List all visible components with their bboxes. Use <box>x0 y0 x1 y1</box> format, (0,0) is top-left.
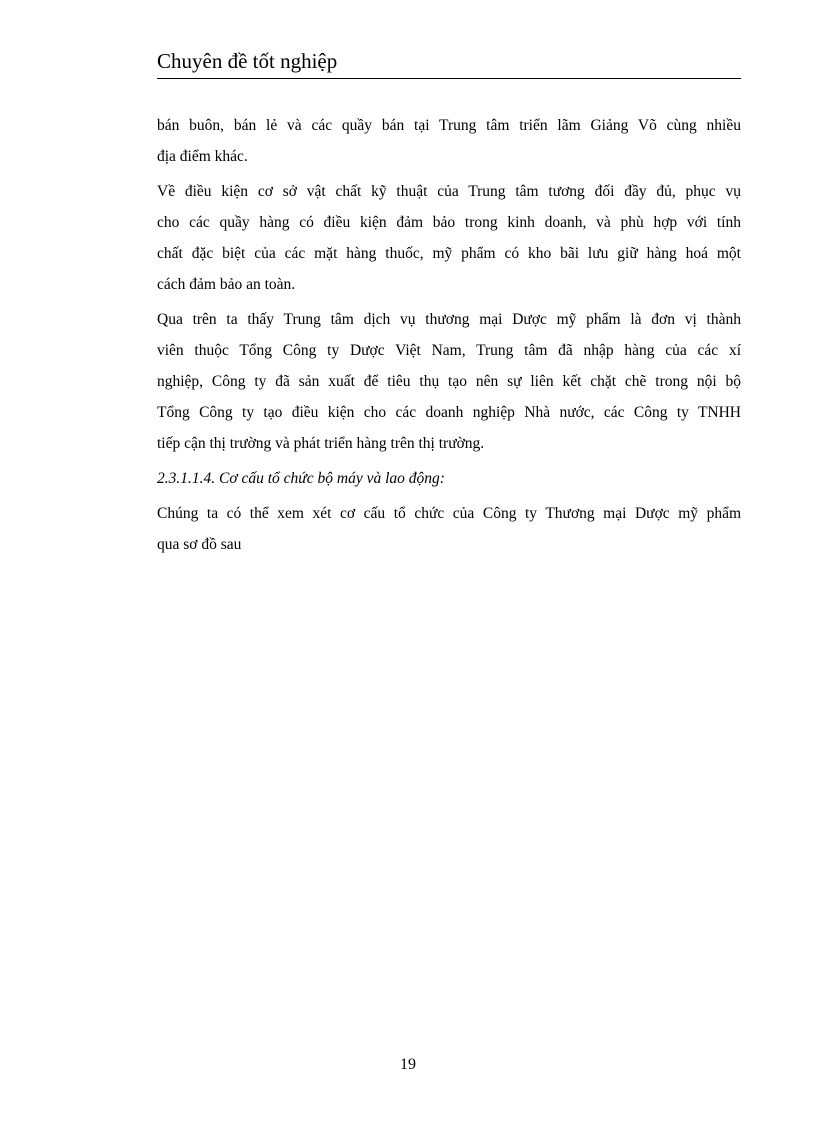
document-body <box>157 110 741 560</box>
paragraph-line: Tổng Công ty tạo điều kiện cho các doanh nghiệp Nhà nước, các Công ty TNHH <box>157 404 741 421</box>
paragraph-line: địa điểm khác. <box>157 148 248 165</box>
paragraph-line: Qua trên ta thấy Trung tâm dịch vụ thương mại Dược mỹ phẩm là đơn vị thành <box>157 311 741 328</box>
paragraph-line: cách đảm bảo an toàn. <box>157 276 296 293</box>
paragraph-3 <box>157 304 741 459</box>
paragraph-line: qua sơ đồ sau <box>157 536 242 553</box>
section-heading: 2.3.1.1.4. Cơ cấu tổ chức bộ máy và lao động: <box>157 470 445 487</box>
paragraph-line: nghiệp, Công ty đã sản xuất để tiêu thụ tạo nên sự liên kết chặt chẽ trong nội bộ <box>157 373 741 390</box>
paragraph-line: bán buôn, bán lẻ và các quầy bán tại Trung tâm triển lãm Giảng Võ cùng nhiều <box>157 117 741 134</box>
page-number: 19 <box>400 1056 416 1073</box>
paragraph-line: tiếp cận thị trường và phát triển hàng trên thị trường. <box>157 435 485 452</box>
page-header <box>157 47 741 79</box>
paragraph-line: Về điều kiện cơ sở vật chất kỹ thuật của Trung tâm tương đối đầy đủ, phục vụ <box>157 183 741 200</box>
header-title: Chuyên đề tốt nghiệp <box>157 49 338 73</box>
closing-paragraph <box>157 498 741 560</box>
paragraph-line: Chúng ta có thể xem xét cơ cấu tổ chức của Công ty Thương mại Dược mỹ phẩm <box>157 505 741 522</box>
paragraph-line: viên thuộc Tổng Công ty Dược Việt Nam, Trung tâm đã nhập hàng của các xí <box>157 342 741 359</box>
paragraph-1 <box>157 110 741 172</box>
paragraph-line: cho các quầy hàng có điều kiện đảm bảo trong kinh doanh, và phù hợp với tính <box>157 214 741 231</box>
paragraph-2 <box>157 176 741 300</box>
paragraph-line: chất đặc biệt của các mặt hàng thuốc, mỹ phẩm có kho bãi lưu giữ hàng hoá một <box>157 245 741 262</box>
